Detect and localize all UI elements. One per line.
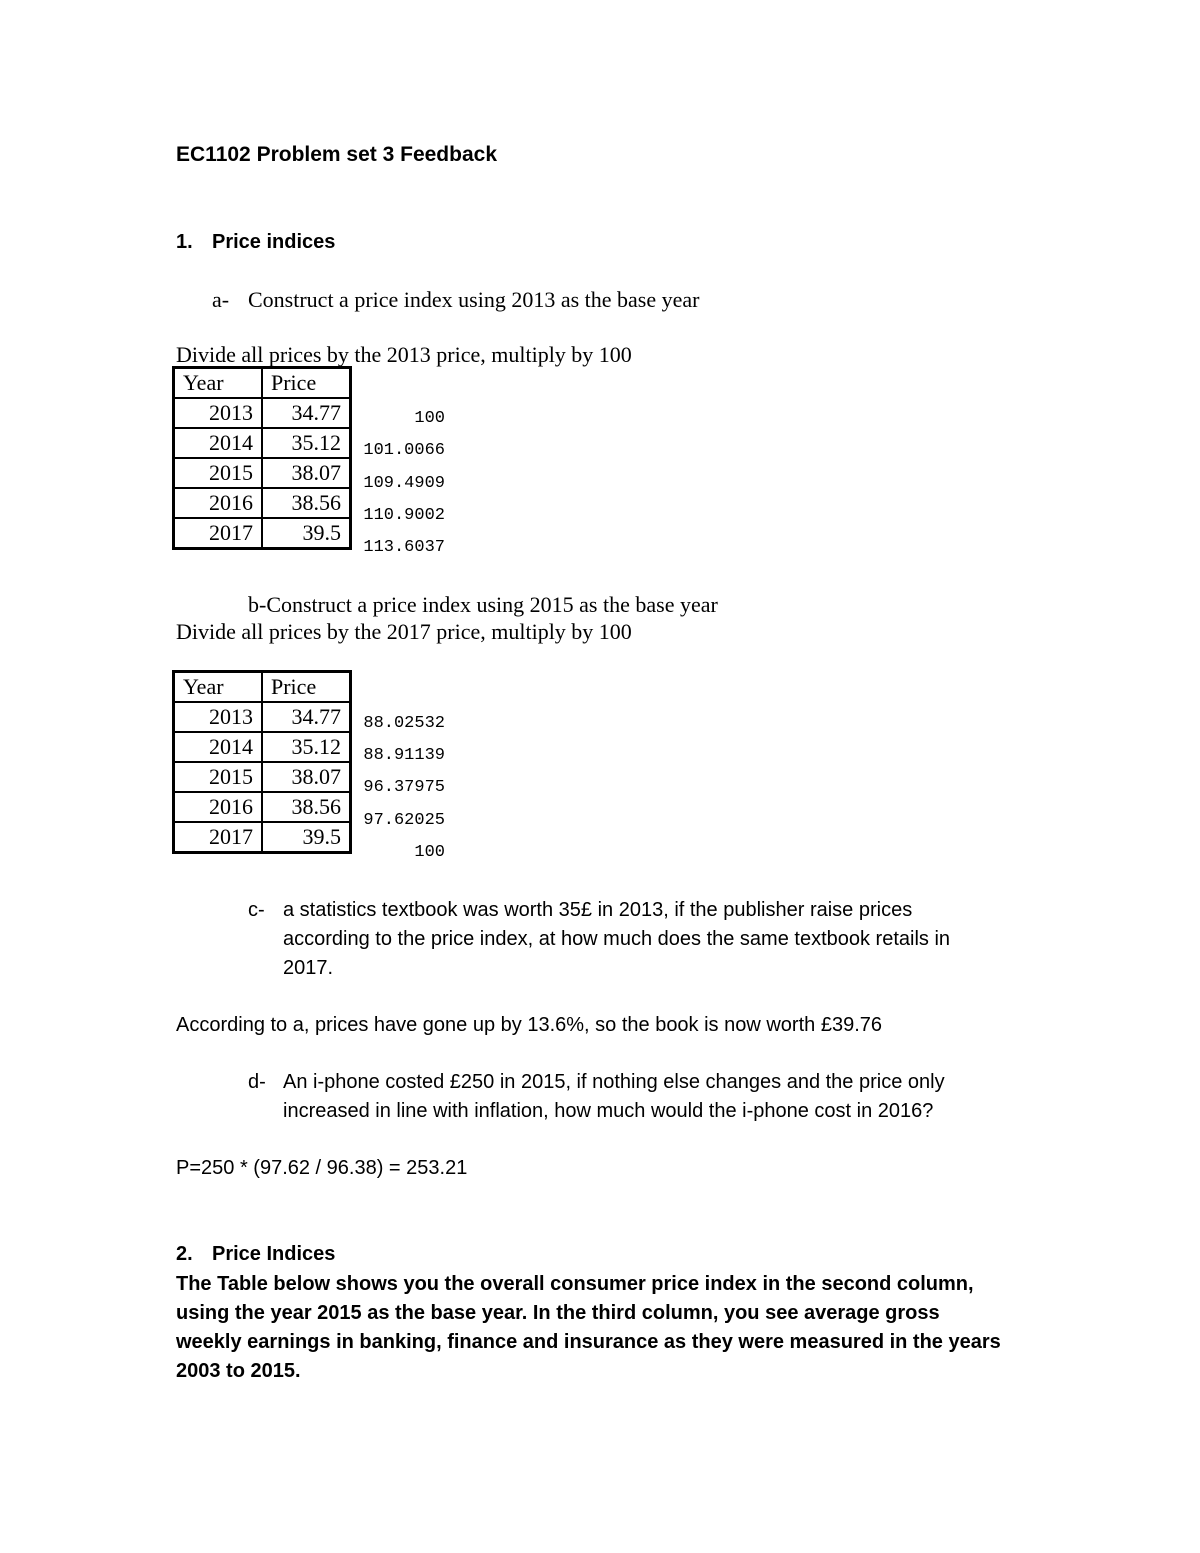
q1c-line: 2017. xyxy=(283,957,334,979)
year-cell: 2014 xyxy=(174,428,263,458)
price-cell: 34.77 xyxy=(262,398,351,428)
q1-heading: Price indices xyxy=(212,231,336,253)
year-cell: 2017 xyxy=(174,518,263,549)
q2-heading: Price Indices xyxy=(212,1243,336,1265)
q2-line: 2003 to 2015. xyxy=(176,1360,301,1382)
index-value: 100 xyxy=(414,409,445,428)
index-value: 109.4909 xyxy=(363,474,445,493)
table-row xyxy=(174,792,351,822)
year-cell: 2013 xyxy=(174,398,263,428)
year-cell: 2015 xyxy=(174,762,263,792)
q1a-instruction: Divide all prices by the 2013 price, multiply by 100 xyxy=(176,342,632,367)
year-cell: 2017 xyxy=(174,822,263,853)
q1c-line: according to the price index, at how much does the same textbook retails in xyxy=(283,928,951,950)
index-value: 88.02532 xyxy=(363,714,445,733)
year-cell: 2013 xyxy=(174,702,263,732)
index-value: 88.91139 xyxy=(363,746,445,765)
price-cell: 38.07 xyxy=(262,762,351,792)
q2-line: weekly earnings in banking, finance and insurance as they were measured in the years xyxy=(176,1331,1001,1353)
year-cell: 2016 xyxy=(174,488,263,518)
q1c-marker: c- xyxy=(248,899,265,921)
index-value: 101.0066 xyxy=(363,441,445,460)
table-row xyxy=(174,702,351,732)
q1d-line: An i-phone costed £250 in 2015, if nothing else changes and the price only xyxy=(283,1071,945,1093)
price-cell: 38.07 xyxy=(262,458,351,488)
table-row xyxy=(174,398,351,428)
year-cell: 2014 xyxy=(174,732,263,762)
q1c-answer: According to a, prices have gone up by 13.6%, so the book is now worth £39.76 xyxy=(176,1014,882,1036)
price-cell: 38.56 xyxy=(262,792,351,822)
year-cell: 2016 xyxy=(174,792,263,822)
table-row xyxy=(174,762,351,792)
q1d-line: increased in line with inflation, how much would the i-phone cost in 2016? xyxy=(283,1100,934,1122)
q2-line: using the year 2015 as the base year. In the third column, you see average gross xyxy=(176,1302,940,1324)
index-value: 96.37975 xyxy=(363,778,445,797)
q1-number: 1. xyxy=(176,231,193,253)
table-row xyxy=(174,822,351,853)
index-value: 97.62025 xyxy=(363,811,445,830)
table-row xyxy=(174,488,351,518)
q1c-question xyxy=(283,896,1043,983)
price-cell: 39.5 xyxy=(262,518,351,549)
q1d-question xyxy=(283,1068,1043,1126)
q2-line: The Table below shows you the overall consumer price index in the second column, xyxy=(176,1273,974,1295)
index-value: 113.6037 xyxy=(363,538,445,557)
index-value: 110.9002 xyxy=(363,506,445,525)
q1b-instruction: Divide all prices by the 2017 price, multiply by 100 xyxy=(176,619,632,644)
q1d-answer: P=250 * (97.62 / 96.38) = 253.21 xyxy=(176,1157,468,1179)
table-row xyxy=(174,458,351,488)
q1a-marker: a- xyxy=(212,287,230,312)
q1c-line: a statistics textbook was worth 35£ in 2013, if the publisher raise prices xyxy=(283,899,913,921)
q1a-question: Construct a price index using 2013 as the base year xyxy=(248,287,700,312)
q2-description xyxy=(176,1270,1076,1386)
q2-number: 2. xyxy=(176,1243,193,1265)
index-value: 100 xyxy=(414,843,445,862)
document-title: EC1102 Problem set 3 Feedback xyxy=(176,143,497,166)
table-header-year: Year xyxy=(174,672,263,703)
price-cell: 35.12 xyxy=(262,428,351,458)
price-cell: 39.5 xyxy=(262,822,351,853)
table-row xyxy=(174,732,351,762)
table-header-year: Year xyxy=(174,368,263,399)
q1d-marker: d- xyxy=(248,1071,266,1093)
price-cell: 34.77 xyxy=(262,702,351,732)
table-row xyxy=(174,518,351,549)
q1b-question: b-Construct a price index using 2015 as the base year xyxy=(248,592,718,617)
table-row xyxy=(174,428,351,458)
price-cell: 38.56 xyxy=(262,488,351,518)
price-cell: 35.12 xyxy=(262,732,351,762)
table-header-price: Price xyxy=(262,368,351,399)
year-cell: 2015 xyxy=(174,458,263,488)
table-header-price: Price xyxy=(262,672,351,703)
